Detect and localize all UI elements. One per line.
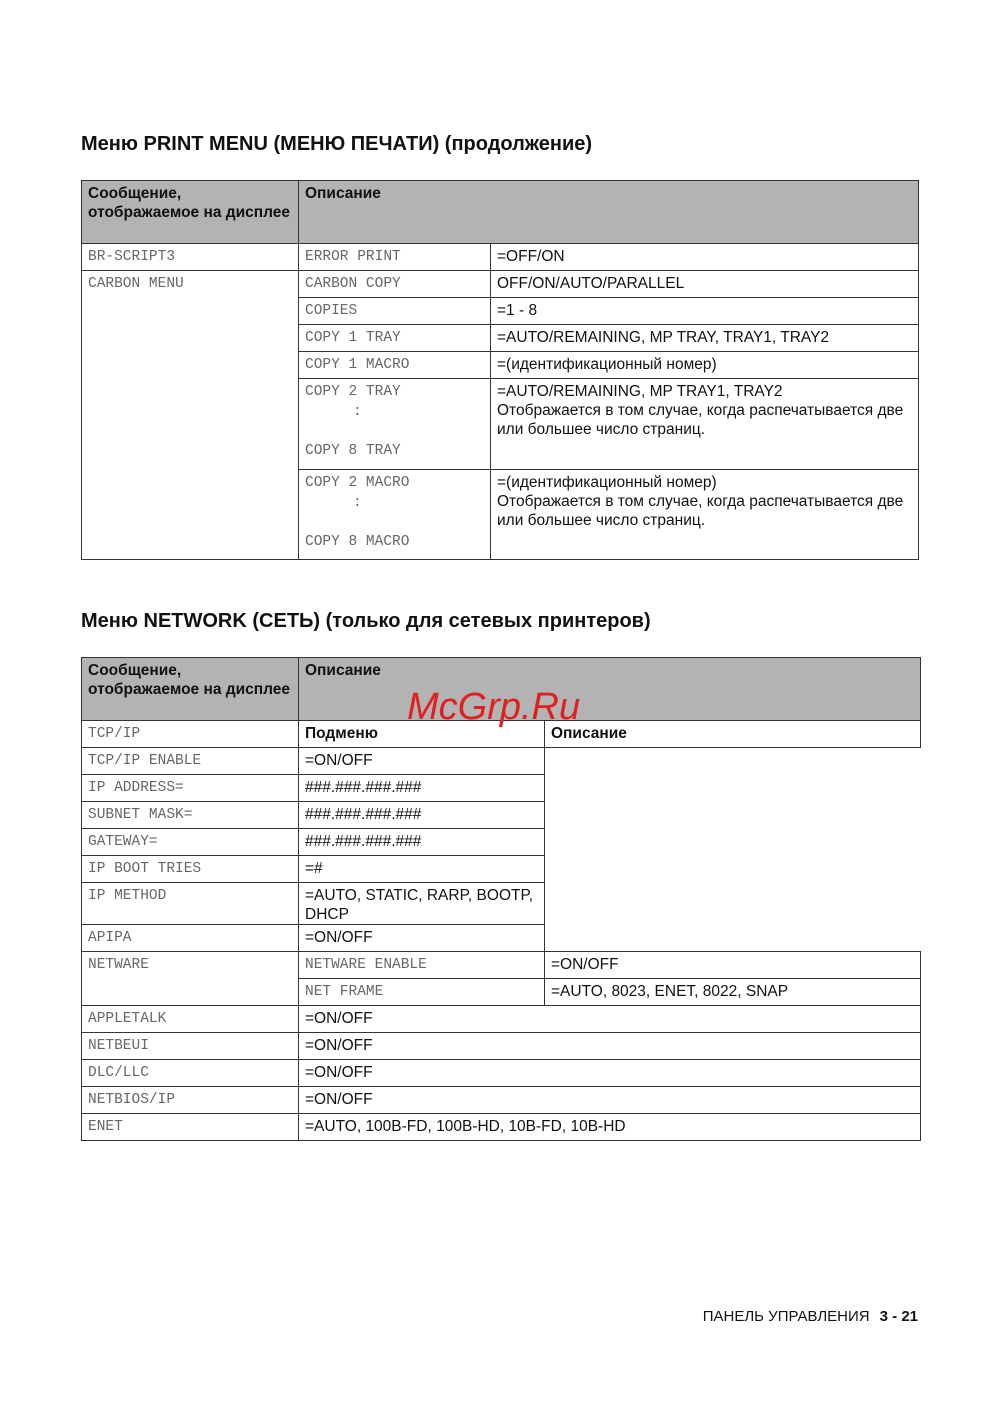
value: ###.###.###.### xyxy=(299,829,545,856)
table-row xyxy=(82,925,921,952)
section-title-network: Меню NETWORK (СЕТЬ) (только для сетевых принтеров) xyxy=(81,610,651,632)
subheader-submenu: Подменю xyxy=(299,721,545,748)
table-row xyxy=(82,1006,921,1033)
value: ###.###.###.### xyxy=(299,775,545,802)
submenu-end: COPY 8 MACRO xyxy=(305,534,410,550)
submenu: CARBON COPY xyxy=(299,271,491,298)
table-row xyxy=(82,1033,921,1060)
value: =# xyxy=(299,856,545,883)
value: =AUTO, 8023, ENET, 8022, SNAP xyxy=(545,979,921,1006)
value-text: =AUTO/REMAINING, MP TRAY1, TRAY2 xyxy=(497,383,783,400)
value: =1 - 8 xyxy=(491,298,919,325)
value: =ON/OFF xyxy=(299,925,545,952)
value: =AUTO/REMAINING, MP TRAY, TRAY1, TRAY2 xyxy=(491,325,919,352)
header-description: Описание xyxy=(299,658,921,721)
table-row xyxy=(82,748,921,775)
table-row xyxy=(82,883,921,925)
submenu: COPY 1 MACRO xyxy=(299,352,491,379)
submenu: IP BOOT TRIES xyxy=(82,856,299,883)
header-message: Сообщение, отображаемое на дисплее xyxy=(82,181,299,244)
submenu: COPIES xyxy=(299,298,491,325)
submenu: NET FRAME xyxy=(299,979,545,1006)
table-row xyxy=(82,802,921,829)
message: DLC/LLC xyxy=(82,1060,299,1087)
ellipsis: : xyxy=(353,495,362,511)
submenu xyxy=(299,470,491,560)
submenu: IP METHOD xyxy=(82,883,299,925)
value: =(идентификационный номер) xyxy=(491,352,919,379)
header-message: Сообщение, отображаемое на дисплее xyxy=(82,658,299,721)
table-row xyxy=(82,244,919,271)
table-row xyxy=(82,829,921,856)
message: NETBEUI xyxy=(82,1033,299,1060)
message: NETWARE xyxy=(82,952,299,1006)
value: =ON/OFF xyxy=(299,1033,921,1060)
watermark: McGrp.Ru xyxy=(407,686,581,728)
note: Отображается в том случае, когда распечатывается две или большее число страниц. xyxy=(497,402,904,438)
submenu-start: COPY 2 TRAY xyxy=(305,384,401,400)
network-table xyxy=(81,657,921,1141)
section-title-print-menu: Меню PRINT MENU (МЕНЮ ПЕЧАТИ) (продолжение) xyxy=(81,133,593,155)
page-number: 3 - 21 xyxy=(879,1308,918,1325)
value: ###.###.###.### xyxy=(299,802,545,829)
message: NETBIOS/IP xyxy=(82,1087,299,1114)
value: =ON/OFF xyxy=(299,748,545,775)
submenu: IP ADDRESS= xyxy=(82,775,299,802)
value xyxy=(491,379,919,470)
value: =AUTO, STATIC, RARP, BOOTP, DHCP xyxy=(299,883,545,925)
value: =OFF/ON xyxy=(491,244,919,271)
message: BR-SCRIPT3 xyxy=(82,244,299,271)
table-row xyxy=(82,775,921,802)
table-row xyxy=(82,1060,921,1087)
table-row xyxy=(82,856,921,883)
value xyxy=(491,470,919,560)
ellipsis: : xyxy=(353,404,362,420)
value: =ON/OFF xyxy=(545,952,921,979)
submenu: NETWARE ENABLE xyxy=(299,952,545,979)
message: APPLETALK xyxy=(82,1006,299,1033)
page-footer xyxy=(703,1308,918,1325)
submenu: APIPA xyxy=(82,925,299,952)
subheader-description: Описание xyxy=(545,721,921,748)
submenu xyxy=(299,379,491,470)
value-text: =(идентификационный номер) xyxy=(497,474,717,491)
note: Отображается в том случае, когда распечатывается две или большее число страниц. xyxy=(497,493,904,529)
footer-section: ПАНЕЛЬ УПРАВЛЕНИЯ xyxy=(702,1308,870,1325)
submenu: TCP/IP ENABLE xyxy=(82,748,299,775)
value: OFF/ON/AUTO/PARALLEL xyxy=(491,271,919,298)
submenu: GATEWAY= xyxy=(82,829,299,856)
message: TCP/IP xyxy=(82,721,299,748)
submenu: ERROR PRINT xyxy=(299,244,491,271)
value: =ON/OFF xyxy=(299,1006,921,1033)
print-menu-table xyxy=(81,180,919,560)
header-description: Описание xyxy=(299,181,919,244)
value: =AUTO, 100B-FD, 100B-HD, 10B-FD, 10B-HD xyxy=(299,1114,921,1141)
table-row xyxy=(82,1114,921,1141)
message: CARBON MENU xyxy=(82,271,299,560)
submenu-end: COPY 8 TRAY xyxy=(305,443,401,459)
value: =ON/OFF xyxy=(299,1087,921,1114)
message: ENET xyxy=(82,1114,299,1141)
submenu: COPY 1 TRAY xyxy=(299,325,491,352)
value: =ON/OFF xyxy=(299,1060,921,1087)
table-row xyxy=(82,271,919,298)
table-row xyxy=(82,952,921,979)
table-row xyxy=(82,1087,921,1114)
submenu: SUBNET MASK= xyxy=(82,802,299,829)
submenu-start: COPY 2 MACRO xyxy=(305,475,410,491)
